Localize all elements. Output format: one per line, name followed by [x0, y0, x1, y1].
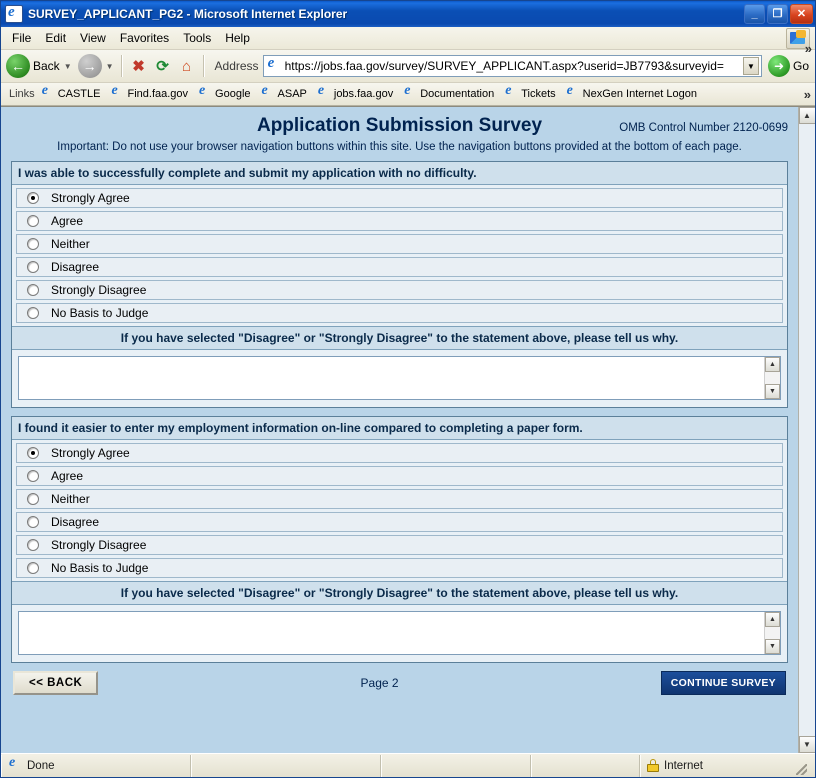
refresh-icon[interactable]: ⟳ [156, 58, 169, 75]
link-jobs-faa-gov[interactable] [317, 87, 393, 101]
radio-button[interactable] [27, 539, 39, 551]
option-row-agree-1[interactable] [16, 211, 783, 231]
option-row-strongly-agree-1[interactable] [16, 188, 783, 208]
option-row-neither-2[interactable] [16, 489, 783, 509]
close-button[interactable]: ✕ [790, 4, 813, 24]
menu-edit[interactable]: Edit [45, 31, 67, 45]
link-castle[interactable] [41, 87, 101, 101]
link-icon [261, 87, 275, 101]
option-label: Strongly Agree [51, 446, 130, 460]
page-title: Application Submission Survey [256, 115, 543, 136]
scroll-up-icon[interactable]: ▲ [765, 612, 780, 627]
status-page-icon [8, 759, 22, 773]
page-header [11, 115, 788, 137]
link-icon [41, 87, 55, 101]
menu-help[interactable]: Help [225, 31, 250, 45]
menu-favorites[interactable]: Favorites [119, 31, 170, 45]
scroll-up-icon[interactable]: ▲ [765, 357, 780, 372]
option-label: Disagree [51, 515, 100, 529]
option-label: Neither [51, 492, 90, 506]
title-bar [1, 1, 815, 27]
survey-page [1, 107, 798, 753]
radio-cell[interactable] [19, 447, 47, 459]
link-find-faa-gov[interactable] [110, 87, 188, 101]
maximize-button[interactable]: ❐ [767, 4, 788, 24]
link-label: ASAP [277, 88, 307, 100]
link-documentation[interactable] [403, 87, 494, 101]
option-label: No Basis to Judge [51, 561, 149, 575]
lock-icon [647, 759, 659, 772]
links-label: Links [9, 88, 35, 100]
radio-cell[interactable] [19, 516, 47, 528]
radio-cell[interactable] [19, 215, 47, 227]
link-tickets[interactable] [504, 87, 555, 101]
radio-button[interactable] [27, 470, 39, 482]
status-cell-3 [381, 755, 531, 777]
comment-textarea-2[interactable] [18, 611, 781, 655]
status-message [1, 755, 191, 777]
question-block-1 [11, 161, 788, 408]
window-title: SURVEY_APPLICANT_PG2 - Microsoft Internet Explorer [28, 7, 348, 21]
navigation-toolbar [1, 41, 815, 83]
radio-button[interactable] [27, 493, 39, 505]
go-label: Go [792, 59, 809, 73]
option-row-no-basis-to-judge-2[interactable] [16, 558, 783, 578]
omb-control-number: OMB Control Number 2120-0699 [619, 122, 788, 134]
link-label: jobs.faa.gov [333, 88, 394, 100]
internet-explorer-icon [5, 5, 23, 23]
toolbar-separator-2 [203, 55, 205, 77]
option-row-neither-1[interactable] [16, 234, 783, 254]
address-label: Address [214, 59, 259, 73]
status-cell-2 [191, 755, 381, 777]
radio-button[interactable] [27, 284, 39, 296]
back-arrow-icon: ← [6, 54, 30, 78]
continue-survey-button[interactable]: CONTINUE SURVEY [661, 671, 786, 695]
menu-file[interactable]: File [12, 31, 32, 45]
scroll-track[interactable] [799, 124, 816, 736]
radio-cell[interactable] [19, 261, 47, 273]
radio-cell[interactable] [19, 284, 47, 296]
radio-button[interactable] [27, 447, 39, 459]
comment-wrapper-2 [12, 605, 787, 662]
link-icon [198, 87, 212, 101]
link-label: Google [215, 88, 251, 100]
radio-button[interactable] [27, 192, 39, 204]
link-icon [504, 87, 518, 101]
page-icon [266, 58, 282, 74]
radio-button[interactable] [27, 238, 39, 250]
radio-button[interactable] [27, 516, 39, 528]
comment-textarea-1[interactable] [18, 356, 781, 400]
link-google[interactable] [198, 87, 250, 101]
go-button[interactable] [768, 55, 809, 77]
radio-cell[interactable] [19, 307, 47, 319]
scroll-down-icon[interactable]: ▼ [765, 639, 780, 654]
stop-icon[interactable]: ✖ [132, 58, 145, 75]
radio-button[interactable] [27, 215, 39, 227]
option-row-no-basis-to-judge-1[interactable] [16, 303, 783, 323]
radio-cell[interactable] [19, 238, 47, 250]
address-input[interactable] [263, 55, 762, 77]
back-survey-button[interactable]: << BACK [13, 671, 98, 695]
option-label: Strongly Disagree [51, 283, 147, 297]
menu-tools[interactable]: Tools [183, 31, 212, 45]
minimize-button[interactable]: _ [744, 4, 765, 24]
address-value: https://jobs.faa.gov/survey/SURVEY_APPLICANT.aspx?userid=JB7793&surveyid= [284, 59, 724, 73]
page-scrollbar[interactable] [798, 107, 815, 753]
link-icon [110, 87, 124, 101]
status-security-zone [640, 755, 815, 777]
link-nexgen-internet-logon[interactable] [566, 87, 697, 101]
comment-wrapper-1 [12, 350, 787, 407]
comment-prompt-2: If you have selected "Disagree" or "Strongly Disagree" to the statement above, please tell us why. [12, 581, 787, 605]
option-label: Agree [51, 214, 84, 228]
resize-grip-icon[interactable] [793, 755, 809, 777]
link-label: Documentation [420, 88, 495, 100]
forward-button[interactable] [75, 52, 117, 80]
link-icon [403, 87, 417, 101]
option-label: No Basis to Judge [51, 306, 149, 320]
menu-view[interactable]: View [80, 31, 106, 45]
page-number: Page 2 [360, 676, 399, 690]
option-label: Neither [51, 237, 90, 251]
window-controls [744, 4, 813, 24]
option-row-disagree-2[interactable] [16, 512, 783, 532]
option-label: Agree [51, 469, 84, 483]
toolbar-overflow-icon[interactable]: » [804, 41, 812, 56]
radio-cell[interactable] [19, 562, 47, 574]
textarea-scrollbar[interactable] [764, 612, 780, 654]
option-label: Disagree [51, 260, 100, 274]
status-cell-4 [531, 755, 640, 777]
address-dropdown-icon[interactable]: ▼ [743, 57, 759, 75]
option-label: Strongly Agree [51, 191, 130, 205]
radio-cell[interactable] [19, 470, 47, 482]
back-dropdown-icon[interactable]: ▼ [63, 61, 72, 71]
link-label: Find.faa.gov [127, 88, 189, 100]
comment-prompt-1: If you have selected "Disagree" or "Strongly Disagree" to the statement above, please tell us why. [12, 326, 787, 350]
scroll-down-icon[interactable]: ▼ [799, 736, 816, 753]
back-label: Back [33, 59, 60, 73]
link-icon [566, 87, 580, 101]
link-label: CASTLE [57, 88, 101, 100]
links-bar [1, 83, 815, 106]
go-arrow-icon: ➜ [768, 55, 790, 77]
link-label: NexGen Internet Logon [582, 88, 697, 100]
question-block-2 [11, 416, 788, 663]
option-row-strongly-agree-2[interactable] [16, 443, 783, 463]
radio-button[interactable] [27, 307, 39, 319]
radio-cell[interactable] [19, 493, 47, 505]
radio-cell[interactable] [19, 539, 47, 551]
forward-arrow-icon: → [78, 54, 102, 78]
comment-value [19, 612, 764, 654]
option-row-agree-2[interactable] [16, 466, 783, 486]
status-bar [1, 753, 815, 777]
comment-value [19, 357, 764, 399]
option-row-strongly-disagree-2[interactable] [16, 535, 783, 555]
option-row-disagree-1[interactable] [16, 257, 783, 277]
zone-label: Internet [664, 759, 703, 772]
radio-button[interactable] [27, 562, 39, 574]
toolbar-separator [121, 55, 123, 77]
scroll-down-icon[interactable]: ▼ [765, 384, 780, 399]
survey-footer [11, 671, 788, 697]
back-button[interactable] [3, 52, 75, 80]
link-label: Tickets [521, 88, 556, 100]
links-overflow-icon[interactable]: » [803, 86, 811, 102]
home-icon[interactable]: ⌂ [182, 57, 192, 75]
option-row-strongly-disagree-1[interactable] [16, 280, 783, 300]
question-statement-1: I was able to successfully complete and submit my application with no difficulty. [12, 162, 787, 185]
link-icon [317, 87, 331, 101]
radio-button[interactable] [27, 261, 39, 273]
textarea-scrollbar[interactable] [764, 357, 780, 399]
menu-bar [1, 27, 815, 50]
question-statement-2: I found it easier to enter my employment information on-line compared to completing a paper form. [12, 417, 787, 440]
important-notice: Important: Do not use your browser navigation buttons within this site. Use the navigation buttons provided at the bottom of each page. [57, 141, 742, 153]
forward-dropdown-icon[interactable]: ▼ [105, 61, 114, 71]
link-asap[interactable] [261, 87, 307, 101]
radio-cell[interactable] [19, 192, 47, 204]
status-text: Done [27, 759, 55, 772]
scroll-up-icon[interactable]: ▲ [799, 107, 816, 124]
page-viewport [1, 106, 815, 753]
option-label: Strongly Disagree [51, 538, 147, 552]
